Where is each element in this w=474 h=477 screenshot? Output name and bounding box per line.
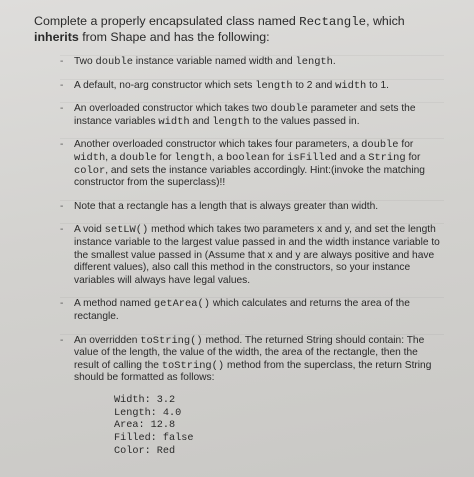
requirement-item	[60, 102, 444, 128]
intro-class-name: Rectangle	[299, 15, 367, 29]
code-term: isFilled	[287, 151, 338, 164]
bullet-dash: -	[60, 79, 64, 91]
bullet-dash: -	[60, 200, 64, 212]
code-term: getArea()	[153, 298, 210, 311]
code-term: setLW()	[104, 224, 149, 237]
requirement-text: method which takes two parameters x and y, and set the length instance variable to the largest value passed in and the width instance variable to the smallest value passed in (Assume that x and y are always positive and have different values), also call this method in the constructors, so your instance variables will always have legal values.	[74, 224, 440, 286]
requirement-text: , and sets the instance variables accordingly. Hint:(invoke the matching constructor from the superclass)!!	[74, 164, 425, 189]
sample-line-area: Area: 12.8	[114, 420, 176, 432]
bullet-dash: -	[60, 103, 64, 115]
intro-text-1: Complete a properly encapsulated class named	[34, 14, 300, 28]
requirement-item	[60, 334, 444, 385]
sample-line-filled: Filled: false	[114, 433, 194, 445]
requirement-text: A method named	[74, 298, 154, 310]
requirement-text: and a	[337, 151, 369, 163]
intro-paragraph	[34, 14, 444, 45]
code-term: double	[270, 103, 308, 116]
requirement-text: which calculates and returns the area of the rectangle.	[74, 298, 410, 322]
requirements-list	[34, 55, 444, 385]
code-term: String	[368, 151, 406, 164]
requirement-text: for	[405, 151, 421, 163]
sample-output	[114, 395, 444, 459]
code-term: length	[255, 79, 293, 92]
code-term: toString()	[140, 334, 203, 347]
requirement-text: method. The returned String should contain: The value of the length, the value of the width, the area of the rectangle, then the result of calling the	[74, 334, 425, 371]
requirement-text: Another overloaded constructor which takes four parameters, a	[74, 139, 362, 151]
requirement-text: An overloaded constructor which takes two	[74, 103, 271, 115]
requirement-text: A void	[74, 224, 105, 236]
code-term: boolean	[225, 151, 270, 164]
requirement-text: A default, no-arg constructor which sets	[74, 79, 256, 91]
code-term: width	[335, 79, 367, 92]
code-term: length	[295, 56, 333, 68]
requirement-text: Note that a rectangle has a length that is always greater than width.	[74, 200, 379, 212]
requirement-text: parameter and sets the instance variables	[74, 103, 416, 127]
sample-line-width: Width: 3.2	[114, 394, 176, 406]
requirement-text: An overridden	[74, 334, 141, 346]
requirement-text: .	[332, 56, 336, 67]
requirement-item	[60, 55, 444, 69]
intro-text-2: , which	[366, 14, 405, 28]
requirement-text: and	[189, 115, 213, 127]
requirement-text: for	[156, 151, 175, 163]
requirement-text: to the values passed in.	[249, 115, 360, 127]
code-term: width	[158, 115, 190, 128]
requirement-text: method from the superclass, the return String should be formatted as follows:	[74, 359, 432, 384]
requirement-text: for	[398, 139, 414, 151]
requirement-text: , a	[211, 151, 226, 163]
code-term: double	[361, 139, 399, 152]
requirement-text: for	[269, 151, 288, 163]
code-term: width	[74, 151, 106, 164]
requirement-text: to 2 and	[292, 79, 336, 91]
sample-line-color: Color: Red	[114, 446, 176, 458]
requirement-text: Two	[74, 56, 96, 67]
bullet-dash: -	[60, 298, 64, 310]
bullet-dash: -	[60, 56, 64, 67]
code-term: color	[74, 164, 106, 177]
requirement-item	[60, 79, 444, 93]
requirement-text: , a	[105, 151, 120, 163]
requirement-text: instance variable named width and	[132, 56, 296, 67]
bullet-dash: -	[60, 334, 64, 346]
code-term: length	[212, 115, 250, 128]
requirement-item	[60, 297, 444, 323]
code-term: length	[174, 151, 212, 164]
sample-line-length: Length: 4.0	[114, 407, 182, 419]
intro-text-3: from Shape and has the following:	[78, 30, 270, 44]
intro-bold-inherits: inherits	[34, 30, 79, 44]
code-term: toString()	[161, 359, 225, 372]
bullet-dash: -	[60, 224, 64, 236]
bullet-dash: -	[60, 139, 64, 151]
requirement-item	[60, 138, 444, 189]
code-term: double	[119, 151, 157, 164]
requirement-item	[60, 200, 444, 214]
requirement-text: to 1.	[366, 79, 389, 91]
requirement-item	[60, 223, 444, 287]
code-term: double	[95, 56, 133, 68]
